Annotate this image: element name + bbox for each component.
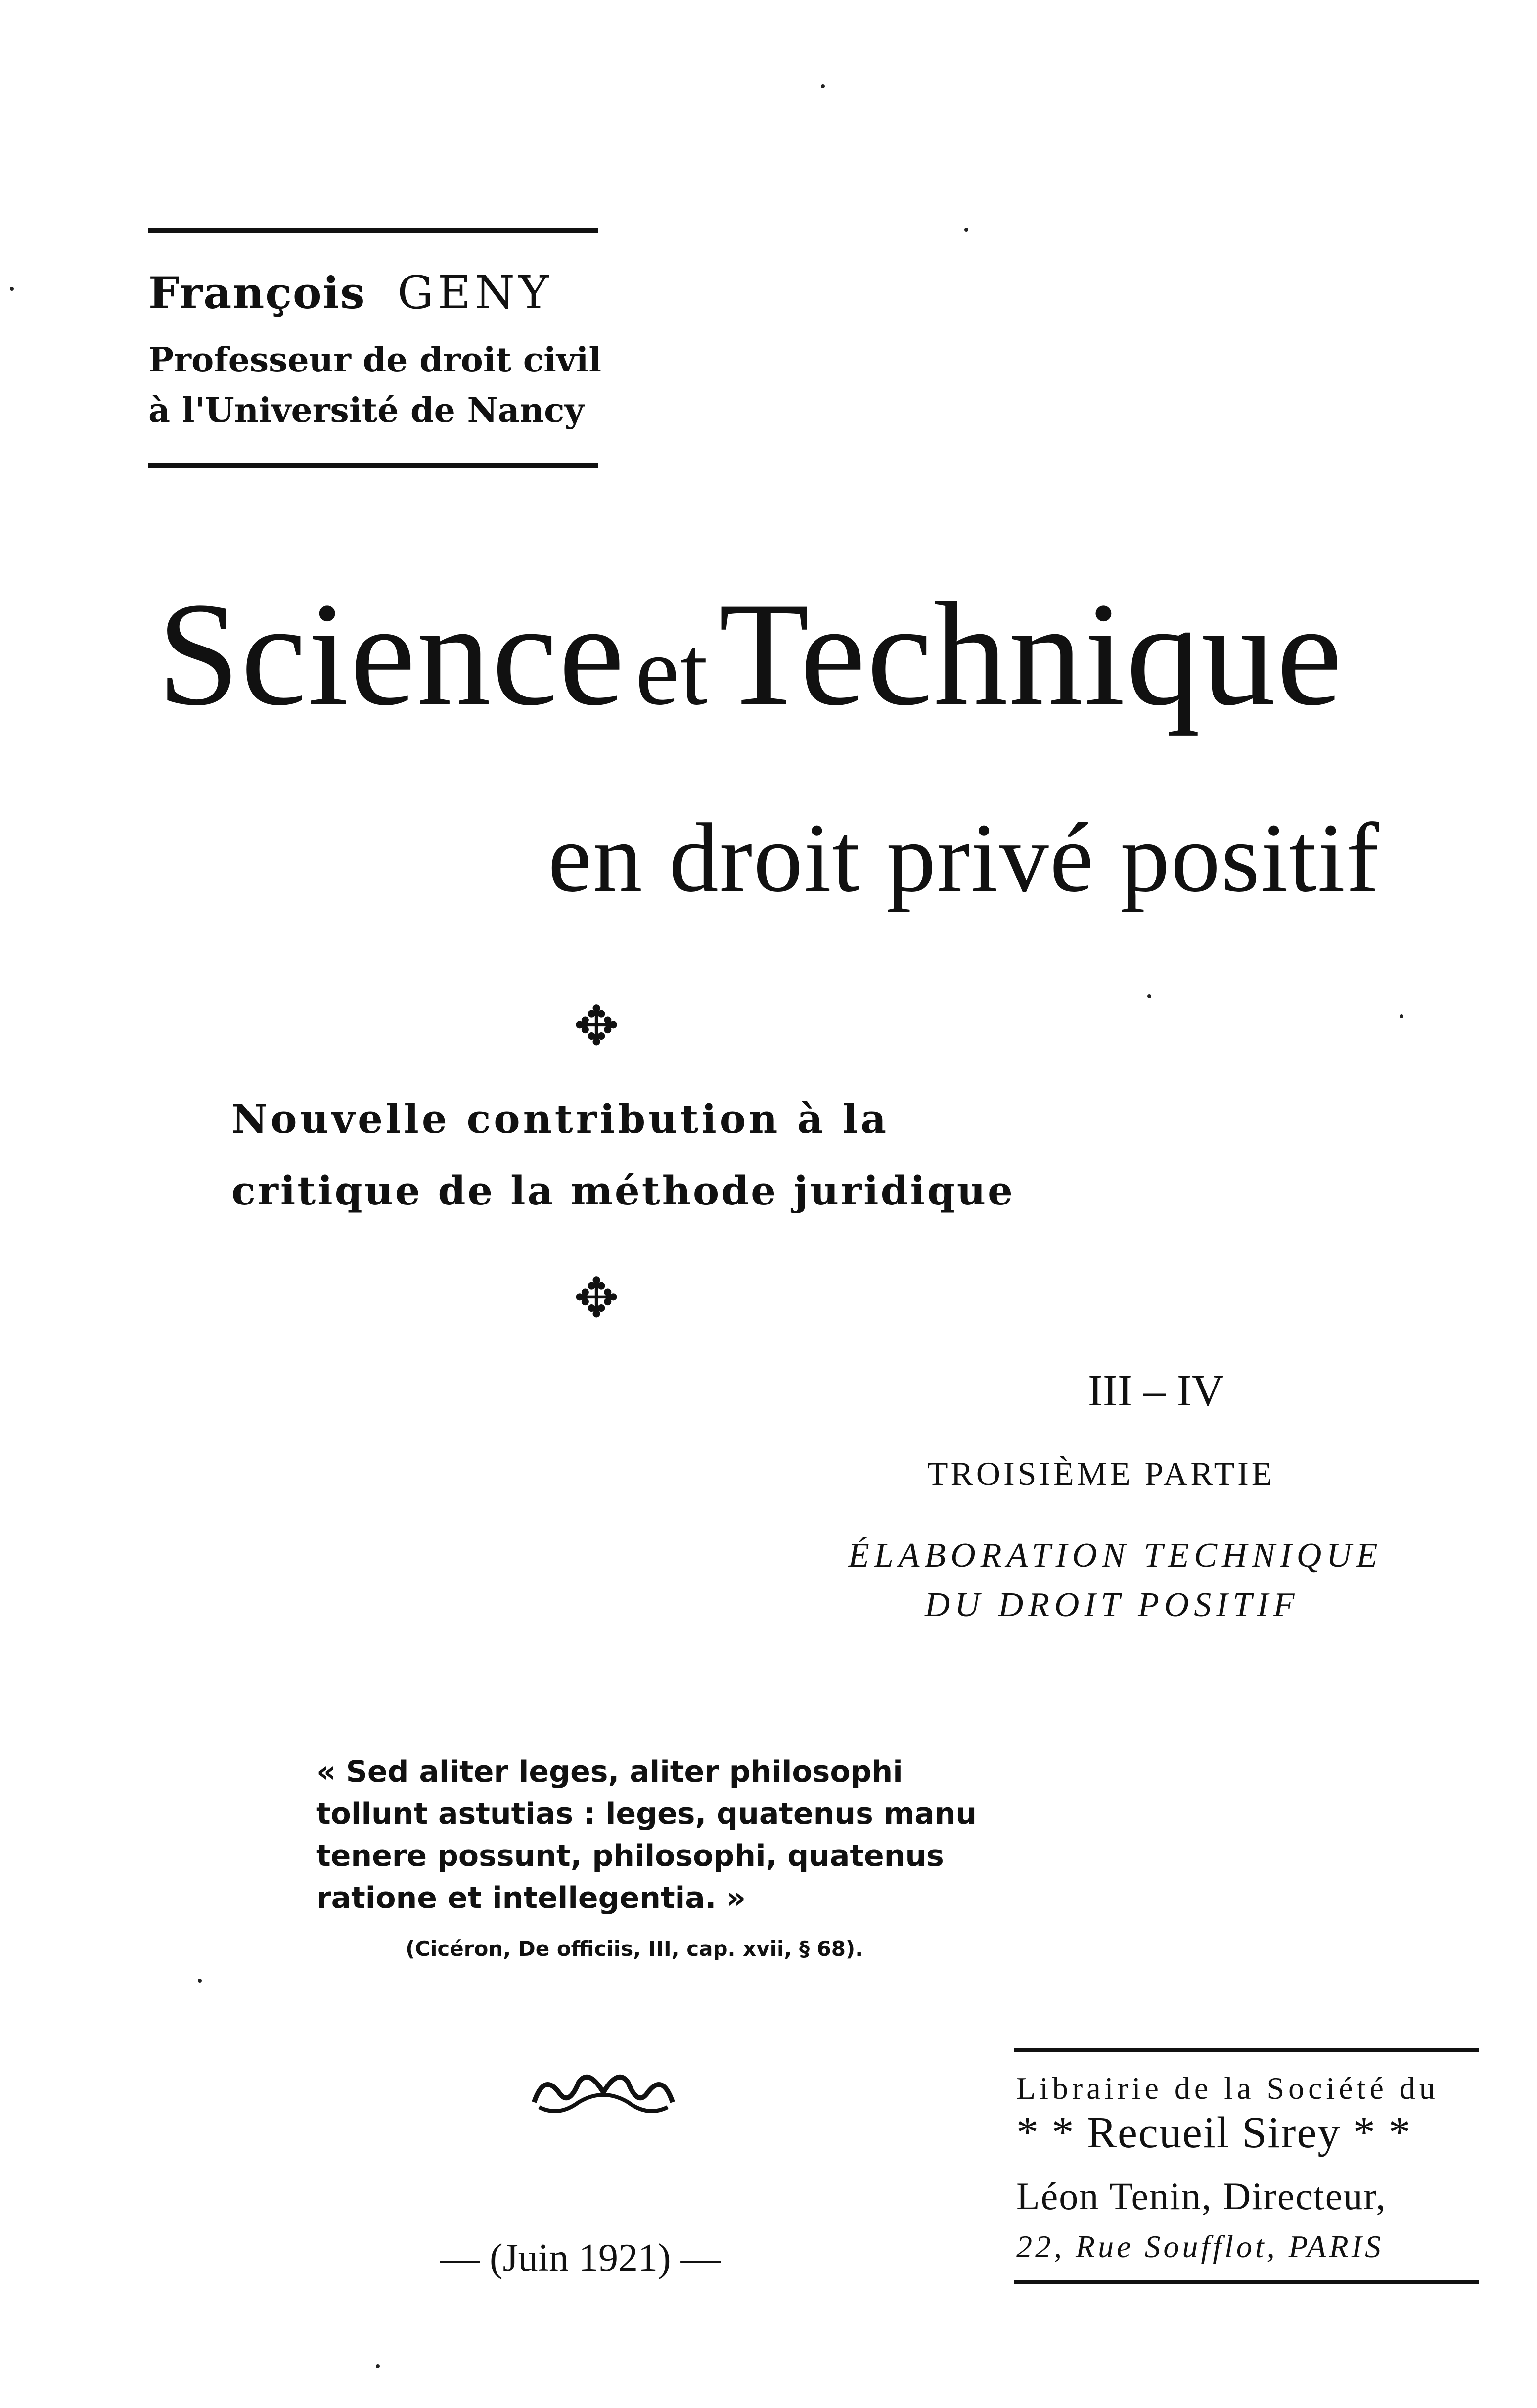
part-number: III – IV (1088, 1366, 1224, 1415)
flower-ornament-1: ✥ (574, 994, 620, 1058)
scan-speck (964, 228, 968, 232)
main-title (157, 569, 1343, 740)
publisher-line-4: 22, Rue Soufflot, PARIS (1016, 2229, 1384, 2264)
author-first-name: François (148, 267, 366, 319)
contribution-line-1: Nouvelle contribution à la (231, 1096, 890, 1142)
publisher-line-3: Léon Tenin, Directeur, (1016, 2175, 1387, 2218)
latin-quote (316, 1751, 977, 1919)
scan-speck (10, 287, 14, 291)
subtitle: en droit privé positif (548, 803, 1380, 913)
quote-line-3: tenere possunt, philosophi, quatenus (316, 1839, 944, 1873)
fleuron-ornament (529, 2063, 678, 2136)
part-title-line-1: ÉLABORATION TECHNIQUE (848, 1536, 1383, 1574)
author-bottom-rule (148, 463, 598, 468)
publication-date: — (Juin 1921) — (440, 2236, 721, 2280)
quote-line-2: tollunt astutias : leges, quatenus manu (316, 1797, 977, 1831)
author-top-rule (148, 228, 598, 233)
author-role-line-2: à l'Université de Nancy (148, 391, 585, 430)
title-technique: Technique (719, 572, 1344, 736)
quote-line-4: ratione et intellegentia. » (316, 1881, 746, 1915)
contribution-line-2: critique de la méthode juridique (231, 1167, 1015, 1214)
author-surname: GENY (397, 266, 553, 319)
quote-line-1: « Sed aliter leges, aliter philosophi (316, 1755, 903, 1789)
scan-speck (821, 84, 825, 88)
publisher-line-1: Librairie de la Société du (1016, 2071, 1439, 2106)
part-label: TROISIÈME PARTIE (927, 1455, 1275, 1492)
publisher-line-2: * * Recueil Sirey * * (1016, 2108, 1412, 2157)
title-connector: et (635, 616, 709, 726)
title-science: Science (157, 572, 626, 736)
scan-speck (1400, 1014, 1403, 1018)
scan-speck (376, 2364, 380, 2368)
fleuron-icon (529, 2063, 678, 2122)
flower-ornament-2: ✥ (574, 1266, 620, 1330)
author-name (148, 266, 552, 319)
quote-citation: (Cicéron, De officiis, III, cap. xvii, § 68). (406, 1937, 863, 1961)
part-title-line-2: DU DROIT POSITIF (925, 1586, 1300, 1624)
scan-speck (1147, 994, 1151, 998)
author-role-line-1: Professeur de droit civil (148, 340, 602, 380)
publisher-bottom-rule (1014, 2280, 1479, 2284)
scan-speck (198, 1979, 202, 1983)
publisher-top-rule (1014, 2048, 1479, 2052)
